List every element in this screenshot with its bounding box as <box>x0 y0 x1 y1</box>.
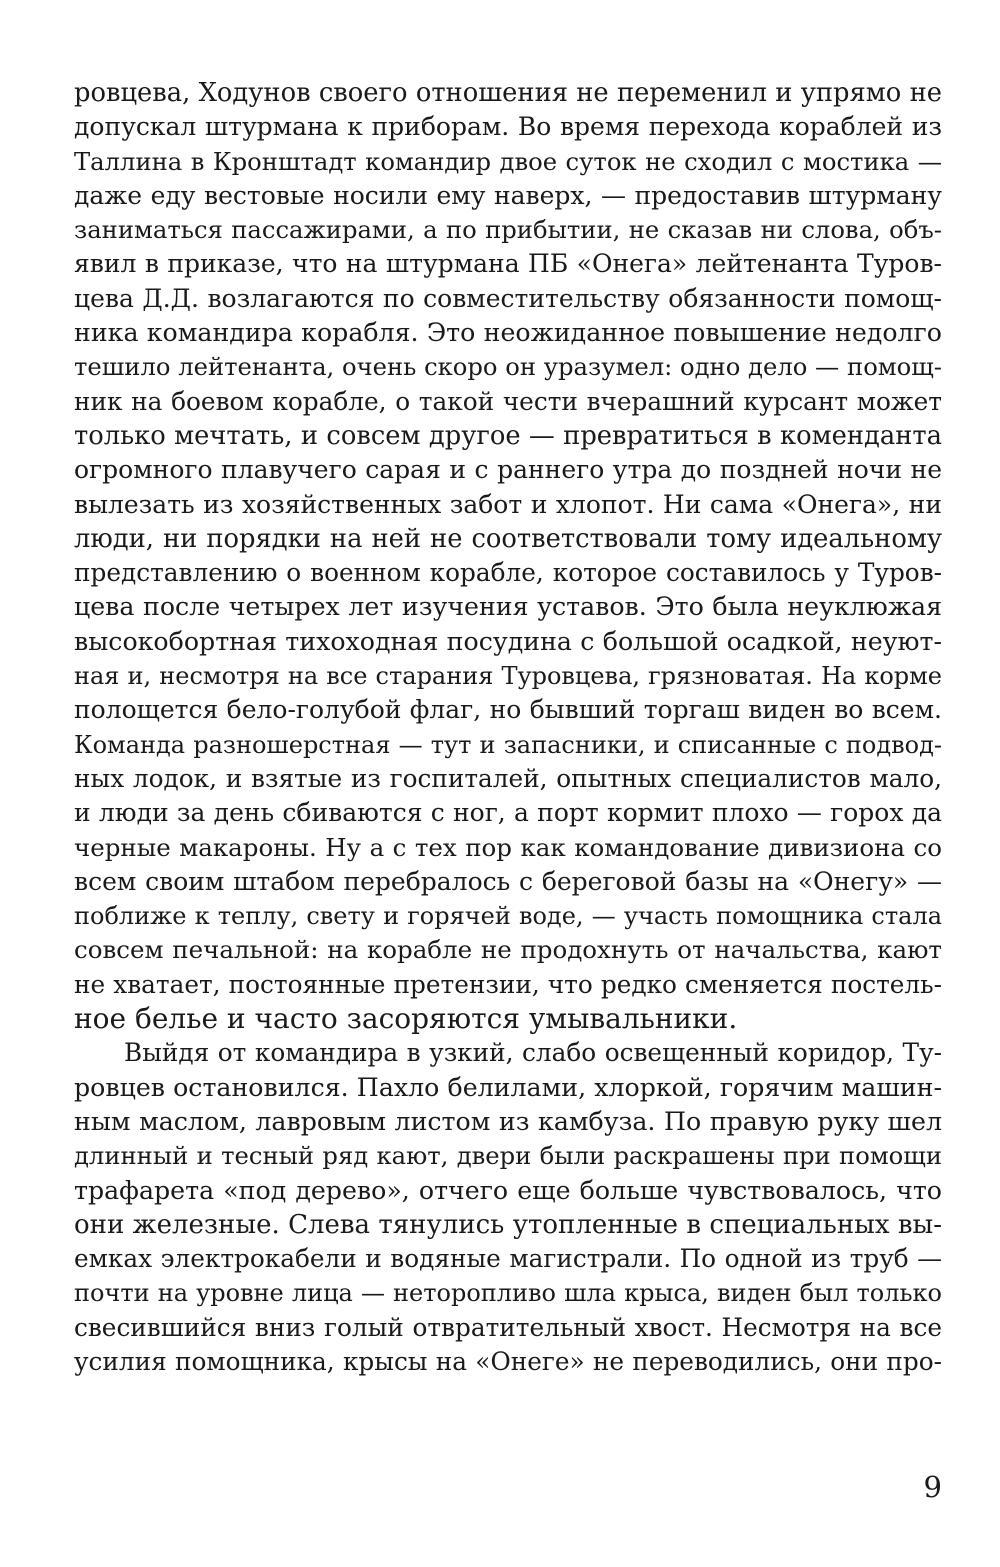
page-number: 9 <box>923 1470 942 1504</box>
text-line: поближе к теплу, свету и горячей воде, — участь помощника стала <box>74 902 942 931</box>
text-line: ных лодок, и взятые из госпиталей, опытных специалистов мало, <box>74 763 942 793</box>
text-line: емках электрокабели и водяные магистрали. По одной из труб — <box>74 1244 942 1274</box>
text-line: трафарета «под дерево», отчего еще больше чувствовалось, что <box>74 1175 942 1205</box>
page-body <box>74 76 942 1379</box>
text-line: Выйдя от командира в узкий, слабо освещенный коридор, Ту- <box>124 1038 942 1068</box>
text-line: не хватает, постоянные претензии, что редко сменяется постель- <box>74 969 942 999</box>
text-line: цева Д.Д. возлагаются по совместительству обязанности помощ- <box>74 283 942 313</box>
text-line: ник на боевом корабле, о такой чести вчерашний курсант может <box>74 386 942 416</box>
text-line: ника командира корабля. Это неожиданное повышение недолго <box>74 318 942 348</box>
paragraph-2 <box>74 1036 942 1379</box>
text-line: Таллина в Кронштадт командир двое суток не сходил с мостика — <box>74 146 942 176</box>
text-line: явил в приказе, что на штурмана ПБ «Онега» лейтенанта Туров- <box>74 249 942 279</box>
text-line: высокобортная тихоходная посудина с большой осадкой, неуют- <box>74 626 942 656</box>
text-line: всем своим штабом перебралось с береговой базы на «Онегу» — <box>74 866 942 896</box>
text-line: совсем печальной: на корабле не продохнуть от начальства, кают <box>74 935 942 965</box>
text-line: вылезать из хозяйственных забот и хлопот. Ни сама «Онега», ни <box>74 489 942 519</box>
text-line: Команда разношерстная — тут и запасники, и списанные с подвод- <box>74 730 942 759</box>
text-line: только мечтать, и совсем другое — превратиться в коменданта <box>74 420 942 451</box>
text-line: усилия помощника, крысы на «Онеге» не переводились, они про- <box>74 1346 942 1376</box>
text-line: люди, ни порядки на ней не соответствовали тому идеальному <box>74 523 942 554</box>
text-line: заниматься пассажирами, а по прибытии, не сказав ни слова, объ- <box>74 215 942 245</box>
text-line: почти на уровне лица — неторопливо шла крыса, виден был только <box>74 1279 942 1308</box>
text-line: допускал штурмана к приборам. Во время перехода кораблей из <box>74 112 942 142</box>
text-line: полощется бело-голубой флаг, но бывший торгаш виден во всем. <box>74 695 942 725</box>
text-line: даже еду вестовые носили ему наверх, — предоставив штурману <box>74 180 942 210</box>
text-line: они железные. Слева тянулись утопленные в специальных вы- <box>74 1209 942 1240</box>
text-line: ная и, несмотря на все старания Туровцева, грязноватая. На корме <box>74 662 942 691</box>
text-line: представлению о военном корабле, которое составилось у Туров- <box>74 558 942 588</box>
text-line: тешило лейтенанта, очень скоро он уразумел: одно дело — помощ- <box>74 352 942 382</box>
text-line: ровцева, Ходунов своего отношения не переменил и упрямо не <box>74 78 942 108</box>
text-line: ное белье и часто засоряются умывальники. <box>74 1002 738 1036</box>
text-line: ровцев остановился. Пахло белилами, хлоркой, горячим машин- <box>74 1072 942 1102</box>
text-line: и люди за день сбиваются с ног, а порт кормит плохо — горох да <box>74 798 942 828</box>
text-line: цева после четырех лет изучения уставов. Это была неуклюжая <box>74 592 942 622</box>
text-line: ным маслом, лавровым листом из камбуза. По правую руку шел <box>74 1106 942 1136</box>
text-line: огромного плавучего сарая и с раннего утра до поздней ночи не <box>74 455 942 485</box>
text-line: свесившийся вниз голый отвратительный хвост. Несмотря на все <box>74 1312 942 1342</box>
text-line: длинный и тесный ряд кают, двери были раскрашены при помощи <box>74 1141 942 1171</box>
paragraph-1 <box>74 76 942 1036</box>
text-line: черные макароны. Ну а с тех пор как командование дивизиона со <box>74 832 942 862</box>
